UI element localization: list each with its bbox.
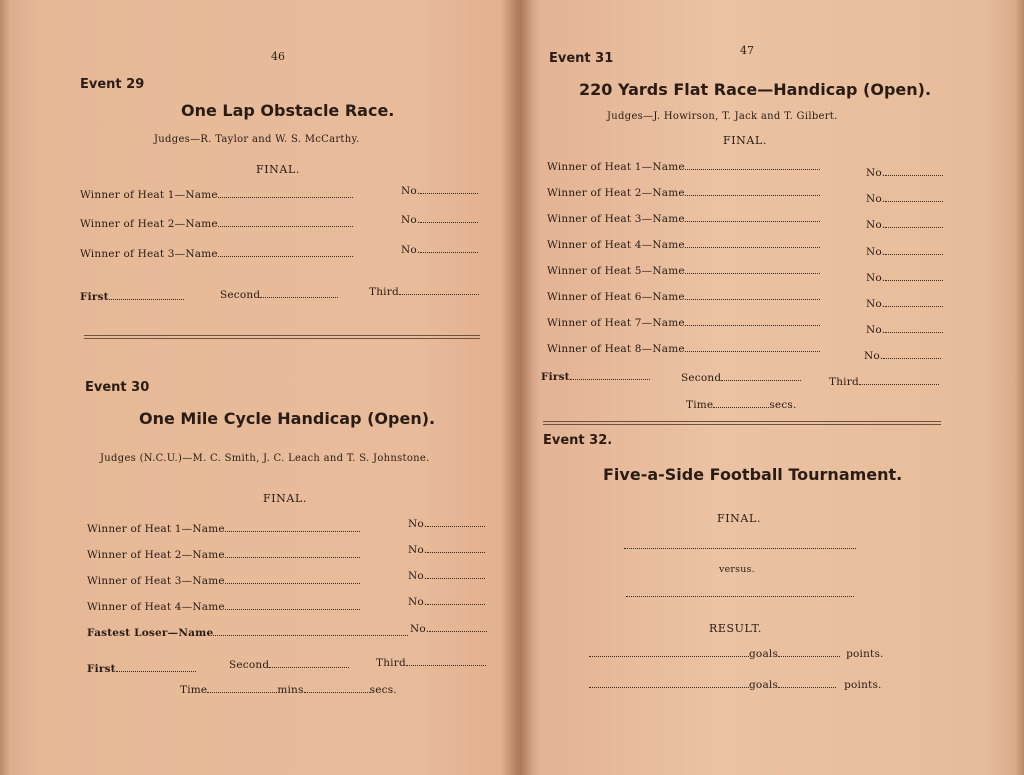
row-label: Winner of Heat 1—Name bbox=[87, 523, 225, 535]
no-label: No. bbox=[866, 219, 886, 231]
name-blank bbox=[685, 212, 820, 222]
no-label: No. bbox=[866, 298, 886, 310]
event-31-second bbox=[681, 371, 801, 384]
no-blank bbox=[885, 166, 943, 176]
event-29-judges: Judges—R. Taylor and W. S. McCarthy. bbox=[154, 134, 360, 145]
event-30-no-3 bbox=[408, 569, 485, 582]
goals-blank bbox=[778, 678, 836, 688]
event-31-row-2 bbox=[547, 186, 820, 199]
event-30-row-4 bbox=[87, 600, 360, 613]
event-31-row-8 bbox=[547, 342, 820, 355]
event-30-time bbox=[180, 683, 397, 696]
row-label: Winner of Heat 4—Name bbox=[87, 601, 225, 613]
event-30-no-1 bbox=[408, 517, 485, 530]
no-blank bbox=[427, 595, 485, 605]
mins-blank bbox=[207, 683, 277, 693]
second-label: Second bbox=[229, 659, 270, 671]
first-label: First bbox=[80, 291, 109, 303]
event-29-no-2 bbox=[401, 213, 478, 226]
name-blank bbox=[225, 548, 360, 558]
no-blank bbox=[420, 184, 478, 194]
time-label: Time bbox=[686, 399, 714, 411]
no-label: No. bbox=[401, 214, 421, 226]
event-30-label: Event 30 bbox=[85, 380, 150, 395]
event-29-third bbox=[369, 285, 479, 298]
event-31-no-8 bbox=[864, 349, 941, 362]
event-31-row-5 bbox=[547, 264, 820, 277]
no-label: No. bbox=[408, 596, 428, 608]
event-31-no-2 bbox=[866, 192, 943, 205]
event-29-first bbox=[80, 290, 184, 303]
section-divider-right bbox=[543, 421, 941, 425]
second-label: Second bbox=[220, 289, 261, 301]
row-label: Winner of Heat 2—Name bbox=[547, 187, 685, 199]
versus-label: versus. bbox=[719, 564, 755, 575]
no-label: No. bbox=[408, 570, 428, 582]
name-blank bbox=[685, 290, 820, 300]
third-blank bbox=[859, 375, 939, 385]
row-label: Winner of Heat 1—Name bbox=[547, 161, 685, 173]
no-label: No. bbox=[866, 193, 886, 205]
team-two-blank bbox=[626, 596, 854, 597]
no-blank bbox=[885, 297, 943, 307]
points-label: points. bbox=[846, 648, 884, 660]
no-blank bbox=[885, 192, 943, 202]
name-blank bbox=[685, 186, 820, 196]
name-blank bbox=[685, 238, 820, 248]
left-page-edge bbox=[0, 0, 10, 775]
no-blank bbox=[420, 213, 478, 223]
event-30-no-4 bbox=[408, 595, 485, 608]
event-31-row-6 bbox=[547, 290, 820, 303]
event-31-first bbox=[541, 370, 650, 383]
event-32-title: Five-a-Side Football Tournament. bbox=[603, 465, 903, 484]
row-label: Winner of Heat 1—Name bbox=[80, 189, 218, 201]
event-31-third bbox=[829, 375, 939, 388]
event-30-first bbox=[87, 662, 196, 675]
event-31-no-7 bbox=[866, 323, 943, 336]
name-blank bbox=[225, 574, 360, 584]
row-label: Winner of Heat 6—Name bbox=[547, 291, 685, 303]
event-31-label: Event 31 bbox=[549, 51, 614, 66]
no-label: No. bbox=[866, 167, 886, 179]
name-blank bbox=[685, 160, 820, 170]
name-blank bbox=[685, 316, 820, 326]
no-label: No. bbox=[866, 272, 886, 284]
no-blank bbox=[427, 569, 485, 579]
result-row-1 bbox=[589, 647, 884, 660]
no-label: No. bbox=[864, 350, 884, 362]
no-blank bbox=[885, 245, 943, 255]
goals-blank bbox=[778, 647, 840, 657]
team-one-blank bbox=[624, 548, 856, 549]
name-blank bbox=[213, 626, 408, 636]
mins-label: mins bbox=[277, 684, 304, 696]
event-29-label: Event 29 bbox=[80, 77, 145, 92]
event-29-second bbox=[220, 288, 338, 301]
right-page-edge bbox=[1014, 0, 1024, 775]
page-number-right: 47 bbox=[740, 44, 754, 57]
points-label: points. bbox=[844, 679, 882, 691]
row-label: Winner of Heat 5—Name bbox=[547, 265, 685, 277]
secs-label: secs. bbox=[369, 684, 397, 696]
team-blank bbox=[589, 678, 749, 688]
event-31-no-6 bbox=[866, 297, 943, 310]
row-label: Winner of Heat 4—Name bbox=[547, 239, 685, 251]
name-blank bbox=[685, 342, 820, 352]
time-label: Time bbox=[180, 684, 208, 696]
row-label: Fastest Loser—Name bbox=[87, 627, 214, 639]
second-blank bbox=[721, 371, 801, 381]
event-32-final-heading: FINAL. bbox=[717, 512, 761, 525]
event-31-no-1 bbox=[866, 166, 943, 179]
no-label: No. bbox=[866, 246, 886, 258]
event-31-row-7 bbox=[547, 316, 820, 329]
third-label: Third bbox=[376, 657, 406, 669]
first-label: First bbox=[541, 371, 570, 383]
event-31-row-4 bbox=[547, 238, 820, 251]
no-label: No. bbox=[401, 244, 421, 256]
result-row-2 bbox=[589, 678, 882, 691]
result-heading: RESULT. bbox=[709, 622, 762, 635]
second-blank bbox=[269, 658, 349, 668]
section-divider-left bbox=[84, 335, 480, 339]
name-blank bbox=[218, 188, 353, 198]
no-label: No. bbox=[410, 623, 430, 635]
row-label: Winner of Heat 3—Name bbox=[80, 248, 218, 260]
row-label: Winner of Heat 2—Name bbox=[80, 218, 218, 230]
third-label: Third bbox=[829, 376, 859, 388]
page-number-left: 46 bbox=[271, 50, 285, 63]
no-blank bbox=[420, 243, 478, 253]
event-29-final-heading: FINAL. bbox=[256, 163, 300, 176]
event-29-row-3 bbox=[80, 247, 353, 260]
event-31-title: 220 Yards Flat Race—Handicap (Open). bbox=[579, 80, 932, 99]
gutter-shadow bbox=[500, 0, 540, 775]
second-blank bbox=[260, 288, 338, 298]
goals-label: goals bbox=[749, 648, 779, 660]
name-blank bbox=[685, 264, 820, 274]
event-31-row-3 bbox=[547, 212, 820, 225]
row-label: Winner of Heat 7—Name bbox=[547, 317, 685, 329]
event-30-judges: Judges (N.C.U.)—M. C. Smith, J. C. Leach and T. S. Johnstone. bbox=[100, 453, 430, 464]
team-blank bbox=[589, 647, 749, 657]
event-29-no-1 bbox=[401, 184, 478, 197]
third-label: Third bbox=[369, 286, 399, 298]
third-blank bbox=[406, 656, 486, 666]
no-blank bbox=[427, 517, 485, 527]
no-blank bbox=[429, 622, 487, 632]
no-blank bbox=[885, 218, 943, 228]
row-label: Winner of Heat 3—Name bbox=[547, 213, 685, 225]
event-29-title: One Lap Obstacle Race. bbox=[181, 101, 395, 120]
event-30-fastest-loser bbox=[87, 626, 408, 639]
first-blank bbox=[570, 370, 650, 380]
event-31-row-1 bbox=[547, 160, 820, 173]
event-30-title: One Mile Cycle Handicap (Open). bbox=[139, 409, 436, 428]
no-label: No. bbox=[401, 185, 421, 197]
row-label: Winner of Heat 8—Name bbox=[547, 343, 685, 355]
no-label: No. bbox=[866, 324, 886, 336]
secs-blank bbox=[304, 683, 370, 693]
event-31-no-3 bbox=[866, 218, 943, 231]
event-30-no-2 bbox=[408, 543, 485, 556]
first-blank bbox=[116, 662, 196, 672]
no-label: No. bbox=[408, 544, 428, 556]
event-32-label: Event 32. bbox=[543, 433, 613, 448]
row-label: Winner of Heat 2—Name bbox=[87, 549, 225, 561]
event-30-row-1 bbox=[87, 522, 360, 535]
event-29-row-1 bbox=[80, 188, 353, 201]
event-31-judges: Judges—J. Howirson, T. Jack and T. Gilbert. bbox=[607, 111, 838, 122]
event-30-row-3 bbox=[87, 574, 360, 587]
secs-label: secs. bbox=[769, 399, 797, 411]
event-30-row-2 bbox=[87, 548, 360, 561]
event-31-time bbox=[686, 398, 797, 411]
name-blank bbox=[218, 217, 353, 227]
no-blank bbox=[427, 543, 485, 553]
event-31-no-5 bbox=[866, 271, 943, 284]
first-label: First bbox=[87, 663, 116, 675]
no-blank bbox=[885, 271, 943, 281]
event-30-no-5 bbox=[410, 622, 487, 635]
row-label: Winner of Heat 3—Name bbox=[87, 575, 225, 587]
event-31-final-heading: FINAL. bbox=[723, 134, 767, 147]
secs-blank bbox=[713, 398, 769, 408]
name-blank bbox=[225, 522, 360, 532]
name-blank bbox=[218, 247, 353, 257]
no-label: No. bbox=[408, 518, 428, 530]
name-blank bbox=[225, 600, 360, 610]
event-30-second bbox=[229, 658, 349, 671]
goals-label: goals bbox=[749, 679, 779, 691]
third-blank bbox=[399, 285, 479, 295]
event-31-no-4 bbox=[866, 245, 943, 258]
event-29-row-2 bbox=[80, 217, 353, 230]
no-blank bbox=[883, 349, 941, 359]
second-label: Second bbox=[681, 372, 722, 384]
event-30-final-heading: FINAL. bbox=[263, 492, 307, 505]
event-29-no-3 bbox=[401, 243, 478, 256]
no-blank bbox=[885, 323, 943, 333]
event-30-third bbox=[376, 656, 486, 669]
first-blank bbox=[109, 290, 184, 300]
